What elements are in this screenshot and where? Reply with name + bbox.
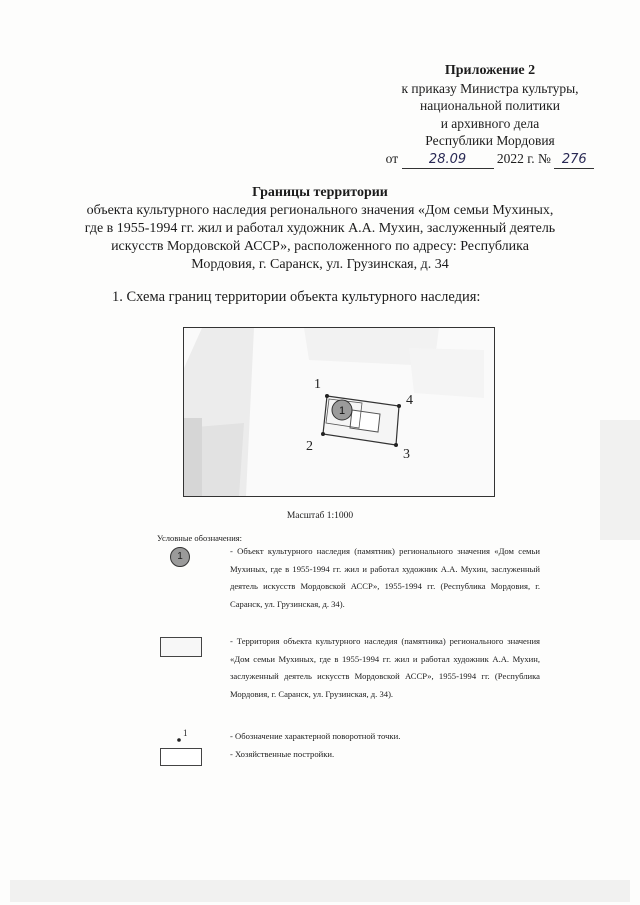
object-marker-label: 1: [338, 405, 346, 417]
header-line-1: к приказу Министра культуры,: [401, 80, 579, 96]
map-area-shade: [184, 418, 202, 496]
turning-point-4: [397, 404, 401, 408]
year-suffix: 2022 г. №: [496, 150, 551, 166]
scan-smudge: [600, 420, 640, 540]
appendix-header: [370, 62, 610, 169]
legend-item-object: - Объект культурного наследия (памятник) регионального значения «Дом семьи Мухиных, где в 1955-1994 гг. жил и работал художник А.А. Мухин, заслуженный деятель искусств Мордовской АССР», 1955-1994 гг. (Республика Мордовия, г. Саранск, ул. Грузинская, д. 34).: [230, 546, 540, 609]
map-drawing: [184, 328, 494, 496]
turning-point-icon: [173, 728, 195, 744]
map-area-shade: [409, 348, 484, 398]
object-marker-icon: [170, 547, 190, 567]
legend-item-territory: - Территория объекта культурного наследия (памятника) регионального значения «Дом семьи Мухиных, где в 1955-1994 гг. жил и работал художник А.А. Мухин, заслуженный деятель искусств Мордовской АССР», 1955-1994 гг. (Республика Мордовия, г. Саранск, ул. Грузинская, д. 34).: [230, 636, 540, 699]
territory-swatch: [160, 637, 202, 657]
legend-item-household: - Хозяйственные постройки.: [230, 749, 335, 759]
legend-item-point: - Обозначение характерной поворотной точки.: [230, 731, 401, 741]
document-title: [80, 184, 560, 274]
order-number: 276: [561, 151, 587, 167]
point-label-3: 3: [403, 447, 410, 462]
legend-marker-label: 1: [177, 551, 183, 562]
header-line-3: и архивного дела: [440, 115, 540, 131]
household-building: [350, 410, 380, 432]
number-field: [554, 150, 594, 170]
appendix-title: Приложение 2: [444, 63, 536, 78]
date-value: 28.09: [428, 151, 467, 167]
map-scale: Масштаб 1:1000: [286, 511, 354, 521]
scan-smudge: [10, 880, 630, 902]
turning-point-1: [325, 394, 329, 398]
point-label-2: 2: [306, 439, 313, 454]
header-line-2: национальной политики: [420, 98, 560, 113]
title-body: объекта культурного наследия регионального значения «Дом семьи Мухиных, где в 1955-1994 гг. жил и работал художник А.А. Мухин, заслуженный деятель искусств Мордовской АССР», расположенного по адресу: Республика Мордовия, г. Саранск, ул. Грузинская, д. 34: [84, 203, 556, 272]
household-swatch: [160, 748, 202, 766]
order-date-line: [370, 150, 610, 170]
boundary-map: [183, 327, 495, 497]
title-bold: Границы территории: [252, 185, 388, 200]
turning-point-symbol: [173, 728, 195, 744]
date-prefix: от: [385, 150, 399, 166]
date-field: [402, 150, 494, 170]
point-label-4: 4: [406, 393, 413, 408]
section-heading: 1. Схема границ территории объекта культурного наследия:: [112, 289, 481, 305]
legend-title: Условные обозначения:: [157, 533, 243, 543]
turning-point-2: [321, 432, 325, 436]
point-label-1: 1: [314, 377, 321, 392]
turning-point-3: [394, 443, 398, 447]
header-line-4: Республики Мордовия: [425, 133, 555, 148]
legend-point-label: 1: [183, 728, 188, 738]
